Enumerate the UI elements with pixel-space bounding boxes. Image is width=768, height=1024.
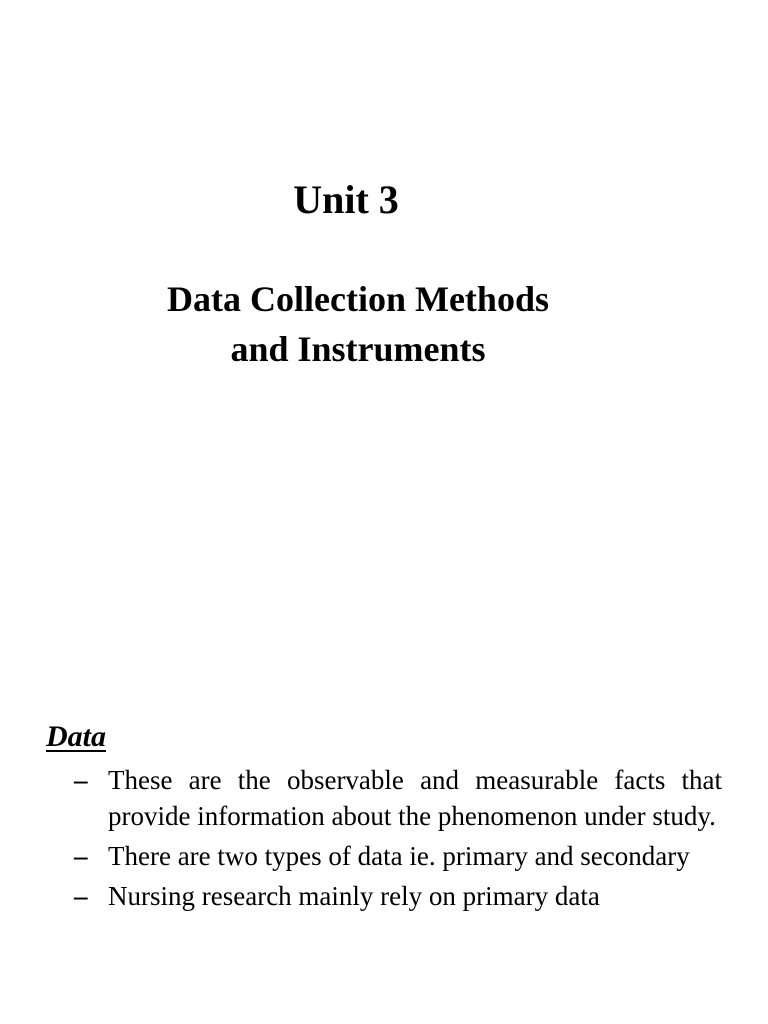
section-heading-data: Data bbox=[46, 720, 106, 753]
bullet-item bbox=[74, 878, 722, 914]
bullet-text: There are two types of data ie. primary and secondary bbox=[108, 841, 690, 871]
bullet-dash-marker: – bbox=[74, 841, 88, 871]
bullet-item bbox=[74, 838, 722, 874]
bullet-dash-marker: – bbox=[74, 765, 88, 795]
subtitle-line-2: and Instruments bbox=[230, 329, 486, 369]
bullet-dash-marker: – bbox=[74, 881, 88, 911]
bullet-item bbox=[74, 762, 722, 834]
slide-subtitle bbox=[0, 274, 716, 374]
unit-title: Unit 3 bbox=[293, 177, 399, 222]
bullet-text: Nursing research mainly rely on primary data bbox=[108, 881, 600, 911]
bullet-list bbox=[74, 762, 722, 918]
subtitle-line-1: Data Collection Methods bbox=[167, 279, 549, 319]
bullet-text: These are the observable and measurable facts that provide information about the phenomenon under study. bbox=[108, 765, 722, 831]
